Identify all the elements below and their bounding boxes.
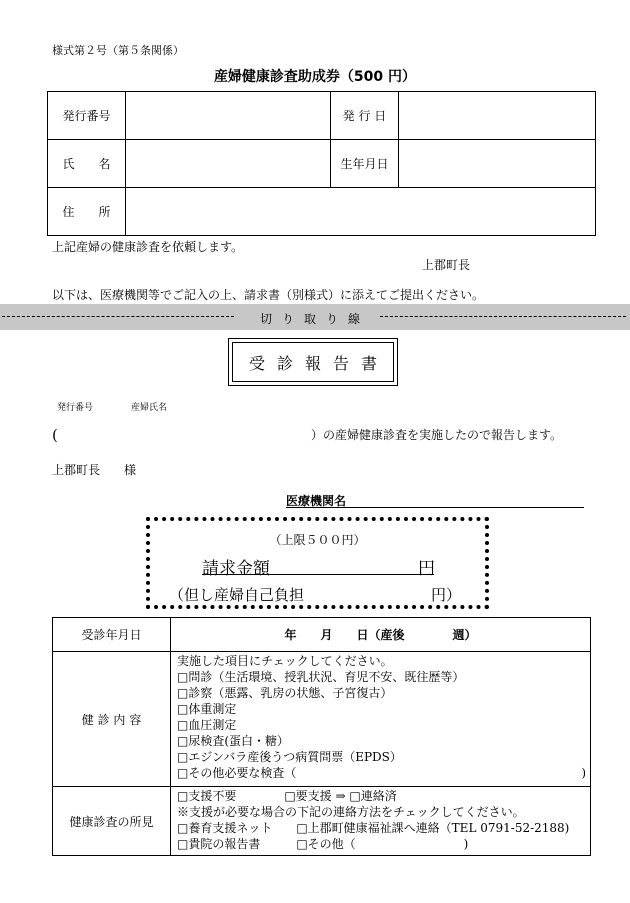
- cut-line-band: [0, 304, 630, 330]
- findings-report-options[interactable]: □貴院の報告書 □その他（ ): [177, 837, 469, 851]
- issuer: 上郡町長: [422, 258, 471, 272]
- other-exam-close: ): [581, 766, 586, 780]
- checkbox-blood-pressure[interactable]: □血圧測定: [177, 718, 237, 732]
- exam-date-value[interactable]: 年 月 日（産後 週）: [171, 618, 591, 652]
- findings-contact-options[interactable]: □養育支援ネット □上郡町健康福祉課へ連絡（TEL 0791-52-2188): [177, 821, 570, 835]
- exam-table: [52, 617, 591, 856]
- cut-line-label: 切り取り線: [259, 312, 370, 326]
- checkbox-examination[interactable]: □診察（悪露、乳房の状態、子宮復古）: [177, 686, 393, 700]
- name-label: 氏 名: [48, 140, 126, 188]
- billing-limit: （上限５００円）: [269, 533, 366, 547]
- issue-date-field[interactable]: [399, 92, 596, 140]
- content-instruction: 実施した項目にチェックしてください。: [177, 654, 393, 668]
- findings-note: ※支援が必要な場合の下記の連絡方法をチェックしてください。: [177, 805, 525, 819]
- exam-content-label: 健 診 内 容: [53, 652, 171, 787]
- checkbox-other-exam[interactable]: [177, 765, 590, 781]
- findings-cell: [171, 787, 591, 856]
- issue-number-label: 発行番号: [48, 92, 126, 140]
- checkbox-urine[interactable]: □尿検査(蛋白・糖）: [177, 734, 290, 748]
- mother-name-small-label: 産婦氏名: [131, 403, 168, 413]
- billing-yen: 円: [418, 559, 435, 579]
- exam-content-cell: [171, 652, 591, 787]
- findings-label: 健康診査の所見: [53, 787, 171, 856]
- report-title: 受診報告書: [232, 342, 394, 382]
- self-pay-label: （但し産婦自己負担: [169, 586, 305, 604]
- open-paren: (: [52, 426, 58, 444]
- report-statement: ）の産婦健康診査を実施したので報告します。: [311, 428, 563, 442]
- birthdate-field[interactable]: [399, 140, 596, 188]
- report-title-box: [228, 338, 398, 386]
- instruction-text: 以下は、医療機関等でご記入の上、請求書（別様式）に添えてご提出ください。: [52, 288, 485, 302]
- issue-date-label: 発 行 日: [331, 92, 399, 140]
- billing-underline: [202, 574, 434, 575]
- request-text: 上記産婦の健康診査を依頼します。: [52, 240, 244, 254]
- issue-table: [47, 91, 596, 236]
- checkbox-interview[interactable]: □問診（生活環境、授乳状況、育児不安、既往歴等）: [177, 670, 465, 684]
- voucher-title: 産婦健康診査助成券（500 円）: [213, 69, 417, 85]
- addressee: 上郡町長 様: [52, 463, 137, 477]
- address-field[interactable]: [126, 188, 596, 236]
- findings-support-options[interactable]: □支援不要 □要支援 ⇒ □連絡済: [177, 789, 397, 803]
- exam-date-label: 受診年月日: [53, 618, 171, 652]
- checkbox-epds[interactable]: □エジンバラ産後うつ病質問票（EPDS）: [177, 750, 402, 764]
- institution-underline: [286, 507, 584, 508]
- checkbox-weight[interactable]: □体重測定: [177, 702, 237, 716]
- other-exam-label: □その他必要な検査（: [177, 766, 297, 780]
- self-pay-end: 円）: [431, 586, 462, 604]
- name-field[interactable]: [126, 140, 331, 188]
- institution-label: 医療機関名: [286, 494, 347, 508]
- form-number: 様式第２号（第５条関係）: [52, 44, 184, 57]
- billing-amount-label: 請求金額: [202, 559, 270, 579]
- birthdate-label: 生年月日: [331, 140, 399, 188]
- issue-number-small-label: 発行番号: [57, 403, 94, 413]
- issue-number-field[interactable]: [126, 92, 331, 140]
- address-label: 住 所: [48, 188, 126, 236]
